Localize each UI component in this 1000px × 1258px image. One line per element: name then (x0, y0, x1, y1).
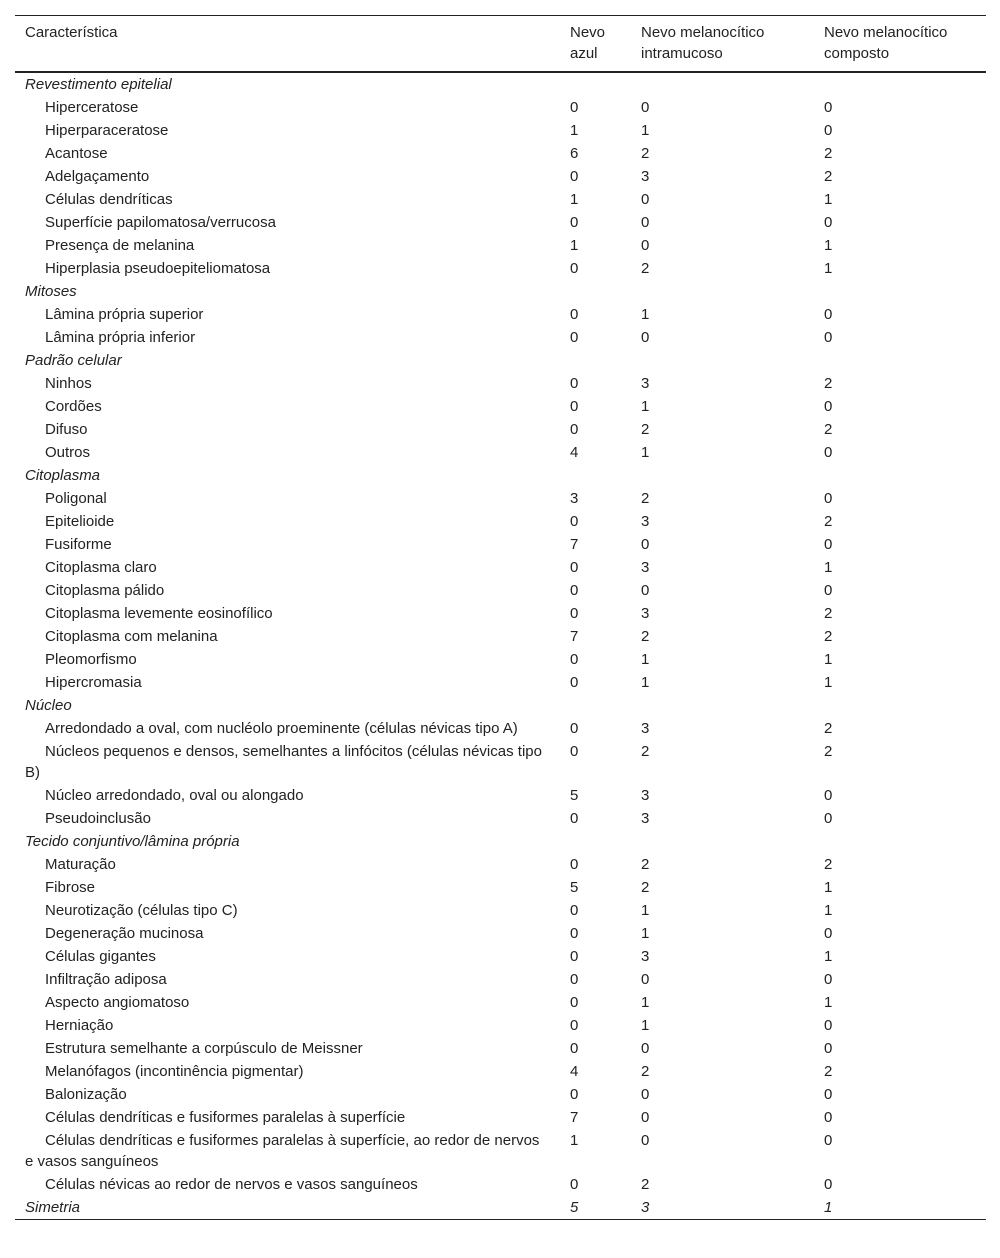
intramucosal-nevus-count: 0 (641, 1132, 650, 1149)
compound-nevus-count: 0 (824, 1086, 833, 1103)
blue-nevus-count (560, 72, 631, 96)
blue-nevus-count: 0 (570, 1086, 579, 1103)
table-row (15, 188, 986, 211)
compound-nevus-count: 2 (824, 168, 833, 185)
section-row (15, 1196, 986, 1220)
compound-nevus-count (814, 72, 986, 96)
blue-nevus-count: 0 (570, 582, 579, 599)
intramucosal-nevus-count: 2 (641, 743, 650, 760)
compound-nevus-count: 2 (824, 421, 833, 438)
row-label: Estrutura semelhante a corpúsculo de Meissner (45, 1040, 363, 1057)
compound-nevus-count: 0 (824, 306, 833, 323)
intramucosal-nevus-count (631, 464, 814, 487)
intramucosal-nevus-count: 2 (641, 879, 650, 896)
table-body (15, 72, 986, 1220)
compound-nevus-count: 0 (824, 810, 833, 827)
section-row (15, 694, 986, 717)
blue-nevus-count: 0 (570, 720, 579, 737)
table-row (15, 211, 986, 234)
row-label: Células dendríticas e fusiformes paralelas à superfície (45, 1109, 406, 1126)
table-row (15, 807, 986, 830)
table-row (15, 968, 986, 991)
row-label: Citoplasma claro (45, 559, 157, 576)
table-row (15, 96, 986, 119)
blue-nevus-count: 0 (570, 260, 579, 277)
compound-nevus-count: 1 (824, 237, 833, 254)
table-row (15, 876, 986, 899)
blue-nevus-count: 6 (570, 145, 579, 162)
row-label: Hipercromasia (45, 674, 142, 691)
compound-nevus-count: 0 (824, 122, 833, 139)
table-row (15, 165, 986, 188)
compound-nevus-count: 1 (824, 994, 833, 1011)
section-row (15, 830, 986, 853)
intramucosal-nevus-count (631, 280, 814, 303)
table-row (15, 487, 986, 510)
intramucosal-nevus-count: 3 (641, 948, 650, 965)
table-row (15, 257, 986, 280)
blue-nevus-count: 5 (570, 1199, 579, 1216)
row-label: Lâmina própria inferior (45, 329, 196, 346)
intramucosal-nevus-count (631, 72, 814, 96)
row-label: Herniação (45, 1017, 114, 1034)
blue-nevus-count: 1 (570, 1132, 579, 1149)
intramucosal-nevus-count: 0 (641, 99, 650, 116)
compound-nevus-count: 0 (824, 398, 833, 415)
row-label: Difuso (45, 421, 88, 438)
section-label: Tecido conjuntivo/lâmina própria (25, 833, 240, 850)
blue-nevus-count: 0 (570, 674, 579, 691)
blue-nevus-count: 0 (570, 902, 579, 919)
header-compound-nevus: Nevo melanocítico composto (824, 24, 948, 62)
intramucosal-nevus-count: 1 (641, 674, 650, 691)
blue-nevus-count: 0 (570, 513, 579, 530)
compound-nevus-count: 1 (824, 902, 833, 919)
header-row (15, 16, 986, 73)
blue-nevus-count: 7 (570, 1109, 579, 1126)
table-row (15, 579, 986, 602)
table-row (15, 648, 986, 671)
table-row (15, 1173, 986, 1196)
table-row (15, 395, 986, 418)
intramucosal-nevus-count: 2 (641, 1176, 650, 1193)
table-row (15, 853, 986, 876)
blue-nevus-count: 0 (570, 168, 579, 185)
blue-nevus-count: 0 (570, 1176, 579, 1193)
row-label: Células névicas ao redor de nervos e vasos sanguíneos (45, 1176, 418, 1193)
table-row (15, 945, 986, 968)
row-label: Outros (45, 444, 91, 461)
intramucosal-nevus-count: 3 (641, 168, 650, 185)
row-label: Presença de melanina (45, 237, 195, 254)
row-label: Células dendríticas e fusiformes paralelas à superfície, ao redor de nervos e vasos sanguíneos (25, 1132, 540, 1170)
compound-nevus-count: 0 (824, 329, 833, 346)
blue-nevus-count: 7 (570, 628, 579, 645)
intramucosal-nevus-count: 3 (641, 375, 650, 392)
intramucosal-nevus-count: 2 (641, 145, 650, 162)
row-label: Acantose (45, 145, 108, 162)
section-row (15, 72, 986, 96)
intramucosal-nevus-count: 0 (641, 1086, 650, 1103)
compound-nevus-count: 0 (824, 444, 833, 461)
table-row (15, 602, 986, 625)
intramucosal-nevus-count: 2 (641, 856, 650, 873)
table-row (15, 1083, 986, 1106)
table-row (15, 326, 986, 349)
compound-nevus-count: 0 (824, 1132, 833, 1149)
blue-nevus-count (560, 694, 631, 717)
table-row (15, 142, 986, 165)
intramucosal-nevus-count: 1 (641, 925, 650, 942)
blue-nevus-count: 4 (570, 1063, 579, 1080)
intramucosal-nevus-count: 0 (641, 1040, 650, 1057)
table-row (15, 533, 986, 556)
table-row (15, 441, 986, 464)
blue-nevus-count: 0 (570, 1040, 579, 1057)
compound-nevus-count: 1 (824, 559, 833, 576)
intramucosal-nevus-count: 3 (641, 559, 650, 576)
row-label: Infiltração adiposa (45, 971, 167, 988)
blue-nevus-count: 1 (570, 122, 579, 139)
intramucosal-nevus-count: 1 (641, 444, 650, 461)
intramucosal-nevus-count: 1 (641, 1017, 650, 1034)
intramucosal-nevus-count (631, 694, 814, 717)
blue-nevus-count: 7 (570, 536, 579, 553)
compound-nevus-count: 0 (824, 1109, 833, 1126)
compound-nevus-count: 0 (824, 536, 833, 553)
section-label: Citoplasma (25, 467, 101, 484)
intramucosal-nevus-count: 1 (641, 306, 650, 323)
section-row (15, 464, 986, 487)
table-row (15, 372, 986, 395)
table-row (15, 671, 986, 694)
compound-nevus-count: 1 (824, 1199, 833, 1216)
compound-nevus-count (814, 830, 986, 853)
blue-nevus-count: 0 (570, 559, 579, 576)
blue-nevus-count: 0 (570, 421, 579, 438)
intramucosal-nevus-count: 1 (641, 902, 650, 919)
blue-nevus-count (560, 280, 631, 303)
compound-nevus-count: 1 (824, 191, 833, 208)
blue-nevus-count: 0 (570, 810, 579, 827)
compound-nevus-count: 2 (824, 605, 833, 622)
blue-nevus-count: 0 (570, 743, 579, 760)
section-label: Padrão celular (25, 352, 122, 369)
intramucosal-nevus-count: 2 (641, 1063, 650, 1080)
compound-nevus-count: 0 (824, 582, 833, 599)
compound-nevus-count: 2 (824, 856, 833, 873)
blue-nevus-count: 3 (570, 490, 579, 507)
intramucosal-nevus-count: 1 (641, 994, 650, 1011)
row-label: Núcleos pequenos e densos, semelhantes a linfócitos (células névicas tipo B) (25, 743, 542, 781)
row-label: Pseudoinclusão (45, 810, 151, 827)
blue-nevus-count (560, 464, 631, 487)
compound-nevus-count: 0 (824, 1176, 833, 1193)
table-row (15, 922, 986, 945)
row-label: Células gigantes (45, 948, 156, 965)
compound-nevus-count: 0 (824, 1017, 833, 1034)
table-row (15, 1060, 986, 1083)
compound-nevus-count (814, 349, 986, 372)
intramucosal-nevus-count: 1 (641, 398, 650, 415)
intramucosal-nevus-count: 3 (641, 810, 650, 827)
section-label: Simetria (25, 1199, 81, 1216)
row-label: Melanófagos (incontinência pigmentar) (45, 1063, 304, 1080)
blue-nevus-count: 0 (570, 306, 579, 323)
intramucosal-nevus-count: 3 (641, 720, 650, 737)
blue-nevus-count: 0 (570, 651, 579, 668)
blue-nevus-count: 1 (570, 191, 579, 208)
table-header (15, 16, 986, 73)
intramucosal-nevus-count: 2 (641, 421, 650, 438)
compound-nevus-count: 2 (824, 145, 833, 162)
compound-nevus-count: 1 (824, 879, 833, 896)
row-label: Núcleo arredondado, oval ou alongado (45, 787, 304, 804)
table-row (15, 1037, 986, 1060)
compound-nevus-count: 0 (824, 490, 833, 507)
compound-nevus-count: 1 (824, 260, 833, 277)
compound-nevus-count: 0 (824, 787, 833, 804)
section-label: Mitoses (25, 283, 77, 300)
row-label: Hiperparaceratose (45, 122, 169, 139)
intramucosal-nevus-count: 0 (641, 536, 650, 553)
blue-nevus-count: 5 (570, 879, 579, 896)
table-row (15, 899, 986, 922)
table-row (15, 740, 986, 784)
blue-nevus-count: 0 (570, 214, 579, 231)
row-label: Poligonal (45, 490, 107, 507)
intramucosal-nevus-count: 1 (641, 122, 650, 139)
blue-nevus-count (560, 830, 631, 853)
compound-nevus-count: 2 (824, 720, 833, 737)
intramucosal-nevus-count: 3 (641, 1199, 650, 1216)
intramucosal-nevus-count: 0 (641, 971, 650, 988)
row-label: Ninhos (45, 375, 92, 392)
header-intramucosal-nevus: Nevo melanocítico intramucoso (641, 24, 765, 62)
section-row (15, 280, 986, 303)
row-label: Balonização (45, 1086, 127, 1103)
intramucosal-nevus-count: 3 (641, 513, 650, 530)
section-label: Revestimento epitelial (25, 76, 172, 93)
table-row (15, 234, 986, 257)
blue-nevus-count: 0 (570, 1017, 579, 1034)
section-label: Núcleo (25, 697, 72, 714)
row-label: Arredondado a oval, com nucléolo proeminente (células névicas tipo A) (45, 720, 518, 737)
blue-nevus-count (560, 349, 631, 372)
compound-nevus-count: 0 (824, 214, 833, 231)
row-label: Degeneração mucinosa (45, 925, 204, 942)
blue-nevus-count: 0 (570, 948, 579, 965)
intramucosal-nevus-count: 2 (641, 260, 650, 277)
blue-nevus-count: 0 (570, 329, 579, 346)
table-row (15, 717, 986, 740)
row-label: Superfície papilomatosa/verrucosa (45, 214, 276, 231)
characteristics-table (15, 15, 986, 1220)
row-label: Fusiforme (45, 536, 112, 553)
table-row (15, 784, 986, 807)
intramucosal-nevus-count: 0 (641, 1109, 650, 1126)
blue-nevus-count: 0 (570, 99, 579, 116)
blue-nevus-count: 0 (570, 605, 579, 622)
table-row (15, 625, 986, 648)
table-row (15, 510, 986, 533)
intramucosal-nevus-count: 0 (641, 214, 650, 231)
compound-nevus-count: 2 (824, 628, 833, 645)
table-row (15, 418, 986, 441)
row-label: Pleomorfismo (45, 651, 137, 668)
table-row (15, 1014, 986, 1037)
table-row (15, 1129, 986, 1173)
compound-nevus-count (814, 280, 986, 303)
compound-nevus-count: 2 (824, 743, 833, 760)
table-row (15, 303, 986, 326)
intramucosal-nevus-count: 0 (641, 237, 650, 254)
compound-nevus-count: 1 (824, 948, 833, 965)
row-label: Citoplasma pálido (45, 582, 165, 599)
compound-nevus-count: 2 (824, 513, 833, 530)
row-label: Hiperceratose (45, 99, 139, 116)
intramucosal-nevus-count (631, 349, 814, 372)
table-row (15, 1106, 986, 1129)
intramucosal-nevus-count: 0 (641, 329, 650, 346)
compound-nevus-count (814, 694, 986, 717)
row-label: Maturação (45, 856, 116, 873)
row-label: Neurotização (células tipo C) (45, 902, 238, 919)
intramucosal-nevus-count: 0 (641, 582, 650, 599)
section-row (15, 349, 986, 372)
compound-nevus-count: 0 (824, 925, 833, 942)
blue-nevus-count: 0 (570, 925, 579, 942)
table-row (15, 119, 986, 142)
compound-nevus-count: 0 (824, 1040, 833, 1057)
compound-nevus-count: 1 (824, 651, 833, 668)
row-label: Hiperplasia pseudoepiteliomatosa (45, 260, 271, 277)
compound-nevus-count: 0 (824, 99, 833, 116)
header-blue-nevus: Nevo azul (570, 24, 606, 62)
intramucosal-nevus-count: 2 (641, 628, 650, 645)
header-characteristic: Característica (25, 24, 118, 41)
blue-nevus-count: 0 (570, 398, 579, 415)
row-label: Cordões (45, 398, 102, 415)
blue-nevus-count: 0 (570, 375, 579, 392)
compound-nevus-count (814, 464, 986, 487)
intramucosal-nevus-count: 0 (641, 191, 650, 208)
row-label: Células dendríticas (45, 191, 173, 208)
intramucosal-nevus-count: 3 (641, 605, 650, 622)
table-row (15, 991, 986, 1014)
row-label: Citoplasma levemente eosinofílico (45, 605, 273, 622)
compound-nevus-count: 2 (824, 375, 833, 392)
row-label: Fibrose (45, 879, 96, 896)
row-label: Adelgaçamento (45, 168, 150, 185)
row-label: Epitelioide (45, 513, 115, 530)
row-label: Lâmina própria superior (45, 306, 204, 323)
blue-nevus-count: 0 (570, 856, 579, 873)
blue-nevus-count: 5 (570, 787, 579, 804)
compound-nevus-count: 2 (824, 1063, 833, 1080)
intramucosal-nevus-count: 1 (641, 651, 650, 668)
blue-nevus-count: 0 (570, 971, 579, 988)
blue-nevus-count: 1 (570, 237, 579, 254)
intramucosal-nevus-count: 2 (641, 490, 650, 507)
table-row (15, 556, 986, 579)
row-label: Aspecto angiomatoso (45, 994, 190, 1011)
intramucosal-nevus-count: 3 (641, 787, 650, 804)
intramucosal-nevus-count (631, 830, 814, 853)
blue-nevus-count: 4 (570, 444, 579, 461)
row-label: Citoplasma com melanina (45, 628, 218, 645)
compound-nevus-count: 0 (824, 971, 833, 988)
compound-nevus-count: 1 (824, 674, 833, 691)
blue-nevus-count: 0 (570, 994, 579, 1011)
